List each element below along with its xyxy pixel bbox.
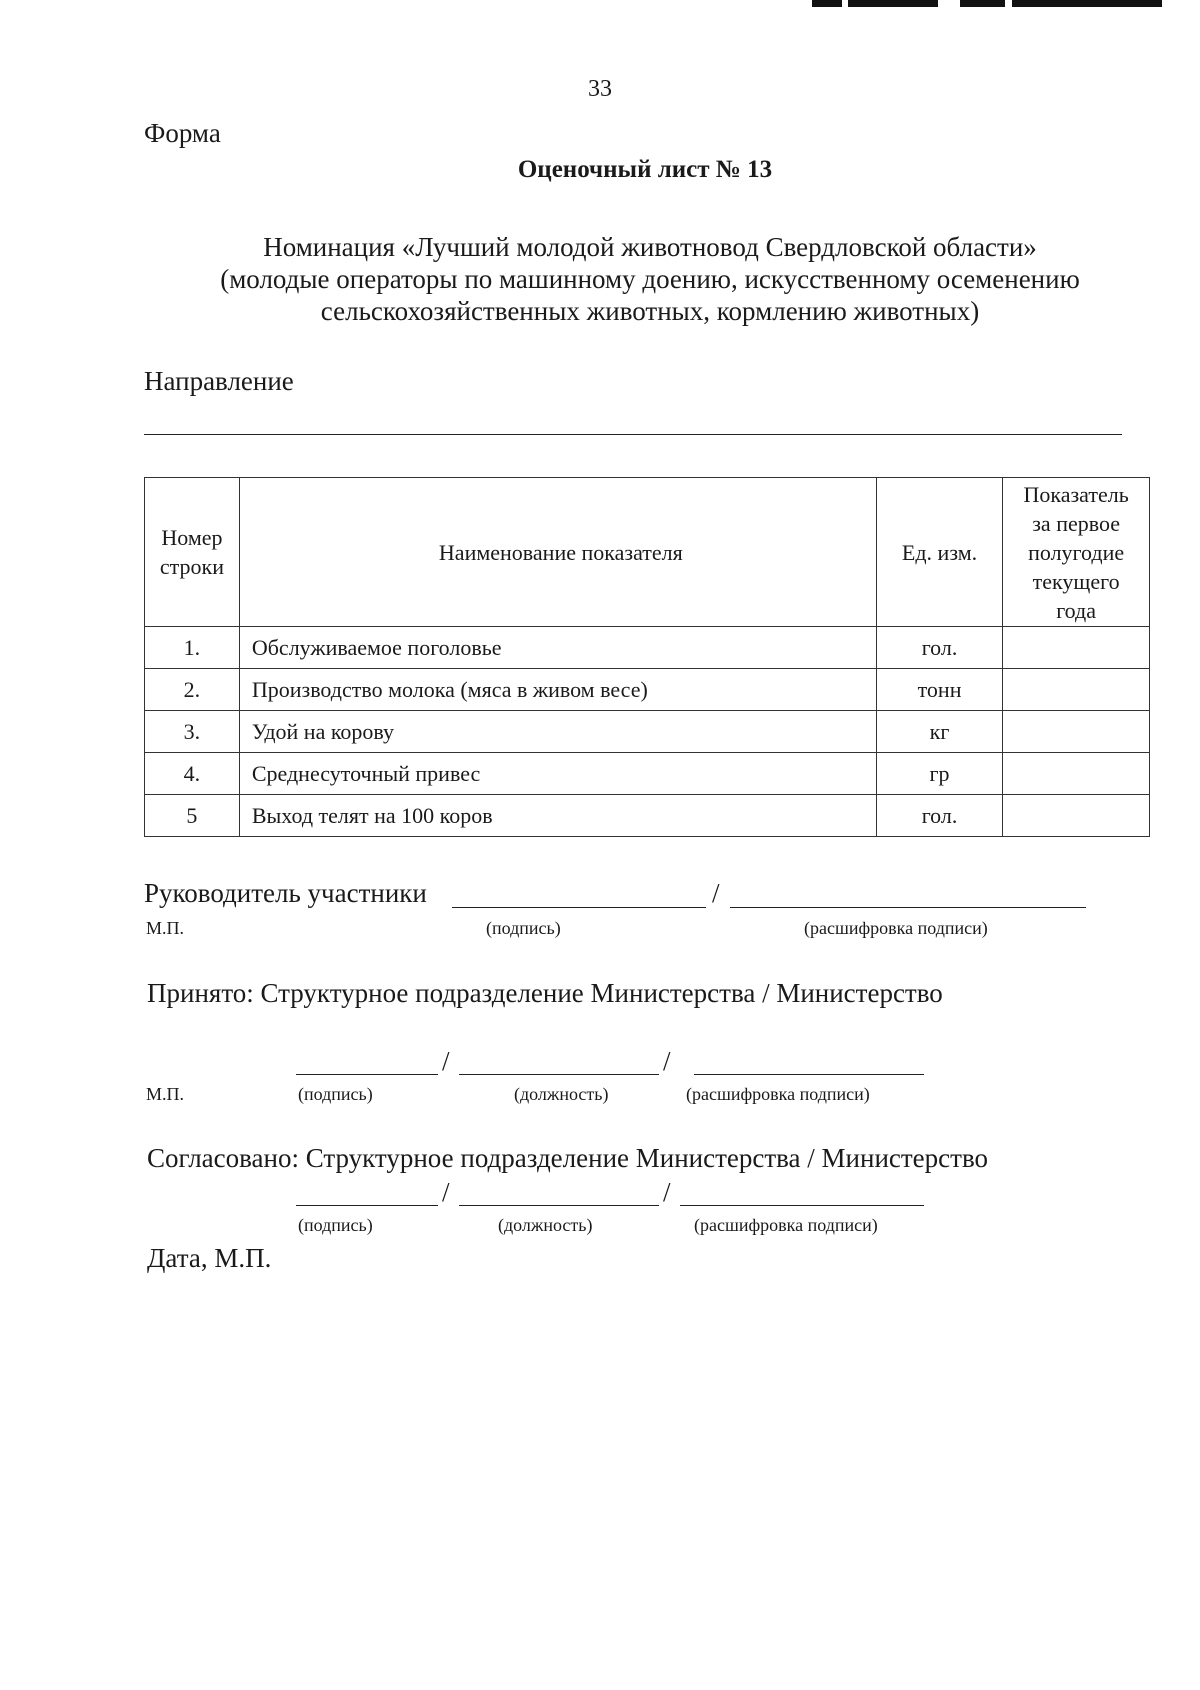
- date-mp: Дата, М.П.: [147, 1243, 272, 1273]
- agreed-signature-line[interactable]: [296, 1205, 438, 1206]
- table-row: [145, 753, 1150, 795]
- page-number: 33: [588, 76, 612, 102]
- header-row-number: Номер строки: [145, 478, 240, 627]
- agreed-decoding-caption: (расшифровка подписи): [694, 1215, 878, 1235]
- table-row: [145, 711, 1150, 753]
- separator-slash: /: [712, 878, 720, 908]
- header-indicator: Наименование показателя: [239, 478, 876, 627]
- row-unit: тонн: [876, 669, 1002, 711]
- separator-slash: /: [663, 1177, 671, 1207]
- row-number: 3.: [145, 711, 240, 753]
- accepted-label: Принято: Структурное подразделение Министерства / Министерство: [147, 978, 943, 1008]
- agreed-decoding-line[interactable]: [680, 1205, 924, 1206]
- row-indicator: Выход телят на 100 коров: [239, 795, 876, 837]
- accepted-mp: М.П.: [146, 1084, 185, 1104]
- head-decoding-caption: (расшифровка подписи): [804, 918, 988, 938]
- nomination-line: Номинация «Лучший молодой животновод Свердловской области»: [263, 232, 1037, 262]
- row-value-cell[interactable]: [1003, 795, 1150, 837]
- head-signature-line[interactable]: [452, 907, 706, 908]
- direction-fill-line[interactable]: [144, 434, 1122, 435]
- accepted-signature-caption: (подпись): [298, 1084, 373, 1104]
- nomination-line: сельскохозяйственных животных, кормлению животных): [320, 296, 980, 326]
- head-mp: М.П.: [146, 918, 185, 938]
- separator-slash: /: [442, 1177, 450, 1207]
- header-unit: Ед. изм.: [876, 478, 1002, 627]
- accepted-position-line[interactable]: [459, 1074, 659, 1075]
- head-signature-caption: (подпись): [486, 918, 561, 938]
- row-indicator: Обслуживаемое поголовье: [239, 627, 876, 669]
- row-unit: гр: [876, 753, 1002, 795]
- scan-artifact: [812, 0, 842, 7]
- accepted-signature-line[interactable]: [296, 1074, 438, 1075]
- row-indicator: Производство молока (мяса в живом весе): [239, 669, 876, 711]
- nomination-block: [150, 231, 1150, 327]
- nomination-line: (молодые операторы по машинному доению, искусственному осеменению: [220, 264, 1080, 294]
- table-row: [145, 795, 1150, 837]
- table-row: [145, 627, 1150, 669]
- row-value-cell[interactable]: [1003, 711, 1150, 753]
- row-value-cell[interactable]: [1003, 627, 1150, 669]
- row-indicator: Среднесуточный привес: [239, 753, 876, 795]
- accepted-decoding-caption: (расшифровка подписи): [686, 1084, 870, 1104]
- row-number: 2.: [145, 669, 240, 711]
- head-signature-label: Руководитель участники: [144, 878, 427, 908]
- agreed-label: Согласовано: Структурное подразделение Министерства / Министерство: [147, 1143, 989, 1173]
- head-decoding-line[interactable]: [730, 907, 1086, 908]
- table-header-row: [145, 478, 1150, 627]
- accepted-position-caption: (должность): [514, 1084, 609, 1104]
- row-value-cell[interactable]: [1003, 753, 1150, 795]
- accepted-decoding-line[interactable]: [694, 1074, 924, 1075]
- agreed-position-line[interactable]: [459, 1205, 659, 1206]
- row-unit: гол.: [876, 795, 1002, 837]
- row-unit: гол.: [876, 627, 1002, 669]
- agreed-signature-caption: (подпись): [298, 1215, 373, 1235]
- row-number: 5: [145, 795, 240, 837]
- row-unit: кг: [876, 711, 1002, 753]
- scan-artifact: [960, 0, 1005, 7]
- header-value: Показатель за первое полугодие текущего года: [1003, 478, 1150, 627]
- separator-slash: /: [663, 1046, 671, 1076]
- row-value-cell[interactable]: [1003, 669, 1150, 711]
- scan-artifact: [1012, 0, 1162, 7]
- sheet-title: Оценочный лист № 13: [517, 156, 773, 183]
- direction-label: Направление: [144, 366, 294, 396]
- row-number: 1.: [145, 627, 240, 669]
- row-number: 4.: [145, 753, 240, 795]
- agreed-position-caption: (должность): [498, 1215, 593, 1235]
- form-label: Форма: [144, 118, 221, 148]
- scan-artifact: [848, 0, 938, 7]
- indicators-table: [144, 477, 1150, 837]
- row-indicator: Удой на корову: [239, 711, 876, 753]
- separator-slash: /: [442, 1046, 450, 1076]
- table-row: [145, 669, 1150, 711]
